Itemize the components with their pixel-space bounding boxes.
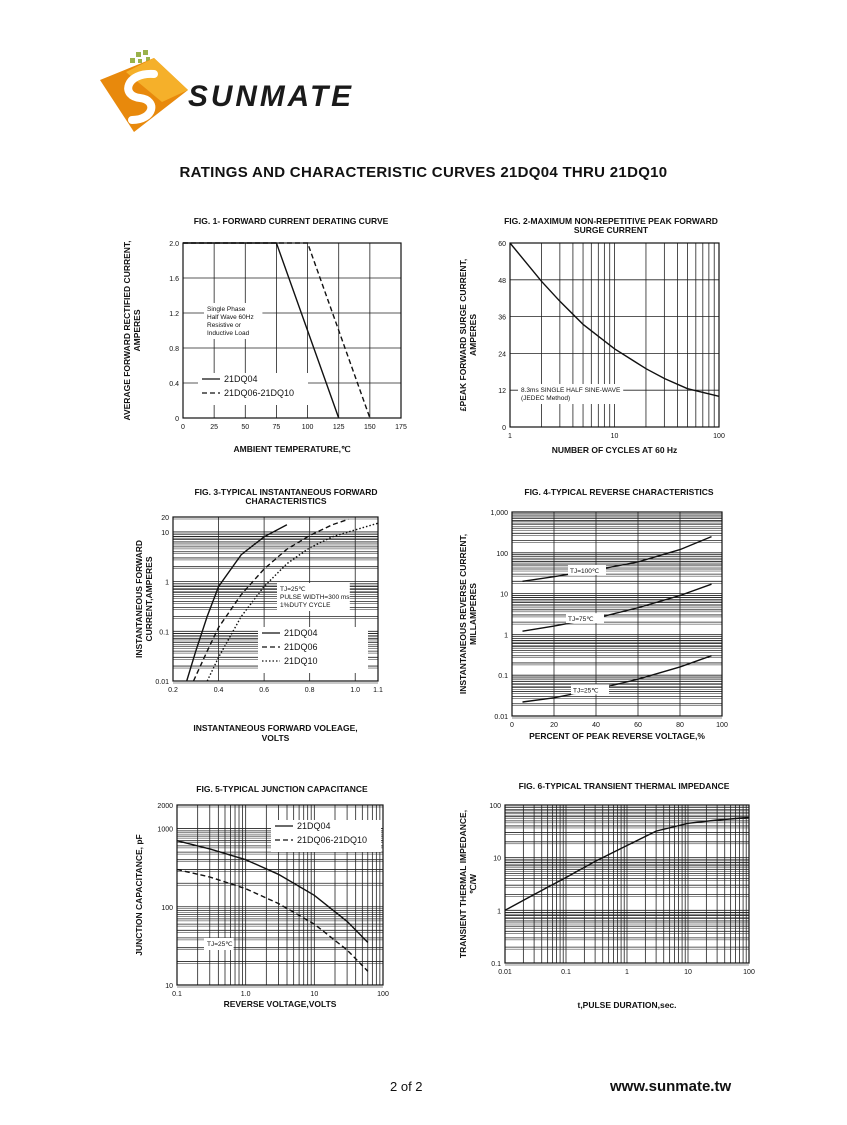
x-axis-label: t,PULSE DURATION,sec.: [577, 1000, 677, 1010]
x-axis-label: AMBIENT TEMPERATURE,℃: [233, 444, 351, 454]
x-tick-label: 0: [510, 722, 514, 729]
curve-label: TJ=75℃: [568, 616, 594, 624]
y-tick-label: 0.1: [498, 673, 508, 681]
chart-title: FIG. 1- FORWARD CURRENT DERATING CURVE: [193, 216, 389, 226]
y-tick-label: 0.1: [159, 629, 169, 637]
x-tick-label: 0.6: [259, 687, 269, 694]
x-tick-label: 0.2: [168, 687, 178, 694]
y-axis-label: ℃/W: [468, 874, 478, 894]
y-tick-label: 0.01: [494, 714, 508, 721]
fig6-chart: [458, 781, 755, 1010]
y-axis-label: £PEAK FORWARD SURGE CURRENT,: [458, 258, 468, 412]
y-tick-label: 0.1: [491, 961, 501, 968]
x-tick-label: 100: [377, 991, 389, 998]
legend-label: 21DQ06: [284, 642, 318, 652]
chart-title: FIG. 4-TYPICAL REVERSE CHARACTERISTICS: [524, 487, 714, 497]
x-tick-label: 100: [716, 722, 728, 729]
y-tick-label: 100: [496, 550, 508, 558]
y-tick-label: 2000: [157, 803, 173, 810]
y-tick-label: 0: [502, 425, 506, 432]
x-tick-label: 0.1: [561, 969, 571, 976]
chart-title: FIG. 6-TYPICAL TRANSIENT THERMAL IMPEDANCE: [518, 781, 730, 791]
annotation-text: Single Phase: [207, 306, 246, 313]
y-tick-label: 100: [489, 803, 501, 810]
x-tick-label: 10: [610, 433, 619, 440]
fig1-chart: [122, 216, 407, 454]
y-axis-label: AVERAGE FORWARD RECTIFIED CURRENT,: [122, 240, 132, 421]
y-tick-label: 10: [500, 591, 508, 599]
x-tick-label: 25: [210, 424, 219, 431]
x-axis-label: NUMBER OF CYCLES AT 60 Hz: [551, 445, 678, 455]
y-tick-label: 10: [165, 983, 173, 990]
y-tick-label: 2.0: [169, 241, 179, 248]
annotation-text: TJ=25℃: [207, 941, 233, 948]
x-tick-label: 100: [713, 433, 725, 440]
chart-title: FIG. 2-MAXIMUM NON-REPETITIVE PEAK FORWARD: [504, 216, 718, 226]
legend-label: 21DQ04: [284, 628, 318, 638]
x-tick-label: 40: [592, 722, 600, 729]
y-tick-label: 36: [498, 314, 506, 322]
fig3-chart: [134, 487, 383, 743]
y-axis-label: AMPERES: [468, 313, 478, 357]
x-tick-label: 175: [395, 424, 407, 431]
annotation-text: 8.3ms SINGLE HALF SINE-WAVE: [521, 387, 621, 394]
y-tick-label: 1,000: [490, 510, 508, 517]
y-tick-label: 12: [498, 388, 506, 396]
legend-label: 21DQ10: [284, 656, 318, 666]
x-axis-label: VOLTS: [261, 733, 290, 743]
x-axis-label: REVERSE VOLTAGE,VOLTS: [223, 999, 337, 1009]
x-tick-label: 125: [332, 424, 345, 431]
y-tick-label: 0.8: [169, 346, 179, 353]
y-axis-label: INSTANTANEOUS REVERSE CURRENT,: [458, 533, 468, 695]
y-tick-label: 1000: [157, 826, 173, 834]
legend-label: 21DQ06-21DQ10: [224, 388, 295, 398]
chart-title: SURGE CURRENT: [573, 225, 649, 235]
fig5-chart: [134, 784, 389, 1009]
y-axis-label: TRANSIENT THERMAL IMPEDANCE,: [458, 809, 468, 959]
y-tick-label: 1.2: [169, 311, 179, 318]
website-url: www.sunmate.tw: [610, 1078, 732, 1095]
x-tick-label: 50: [241, 424, 250, 431]
x-tick-label: 75: [272, 424, 281, 431]
chart-title: FIG. 5-TYPICAL JUNCTION CAPACITANCE: [196, 784, 368, 794]
chart-title: CHARACTERISTICS: [245, 496, 327, 506]
x-tick-label: 1.1: [373, 687, 383, 694]
y-axis-label: CURRENT,AMPERES: [144, 556, 154, 642]
x-axis-label: PERCENT OF PEAK REVERSE VOLTAGE,%: [529, 731, 705, 741]
x-tick-label: 60: [634, 722, 642, 729]
page-title: RATINGS AND CHARACTERISTIC CURVES 21DQ04 THRU 21DQ10: [179, 164, 668, 181]
y-tick-label: 24: [498, 351, 506, 359]
y-tick-label: 20: [161, 515, 169, 522]
legend-label: 21DQ04: [224, 374, 258, 384]
chart-title: FIG. 3-TYPICAL INSTANTANEOUS FORWARD: [194, 487, 378, 497]
x-tick-label: 0.4: [213, 687, 224, 694]
curve-label: TJ=100℃: [570, 567, 600, 575]
legend-label: 21DQ06-21DQ10: [297, 835, 368, 845]
annotation-text: PULSE WIDTH=300 ms: [280, 594, 350, 601]
curve-label: TJ=25℃: [573, 687, 599, 695]
x-tick-label: 10: [310, 991, 319, 998]
page-number: 2 of 2: [390, 1079, 423, 1094]
annotation-text: Resistive or: [207, 322, 241, 329]
legend-label: 21DQ04: [297, 821, 331, 831]
y-tick-label: 10: [493, 855, 501, 863]
x-tick-label: 80: [676, 722, 684, 729]
x-tick-label: 1.0: [350, 687, 361, 694]
fig4-chart: [458, 487, 728, 741]
logo-text: SUNMATE: [188, 80, 354, 113]
x-tick-label: 100: [743, 969, 755, 976]
y-tick-label: 1.6: [169, 276, 179, 283]
y-tick-label: 10: [161, 529, 169, 537]
y-axis-label: JUNCTION CAPACITANCE, pF: [134, 834, 144, 956]
annotation-text: TJ=25℃: [280, 586, 306, 593]
y-tick-label: 0: [175, 416, 179, 423]
x-tick-label: 0: [181, 424, 185, 431]
y-tick-label: 1: [165, 579, 169, 587]
fig2-chart: [458, 216, 725, 455]
x-axis-label: INSTANTANEOUS FORWARD VOLEAGE,: [193, 723, 358, 733]
x-tick-label: 100: [301, 424, 314, 431]
x-tick-label: 0.1: [172, 991, 182, 998]
series-line-21dq04: [177, 841, 368, 943]
series-line-21dq06-21dq10: [177, 870, 368, 972]
y-tick-label: 48: [498, 277, 506, 285]
y-tick-label: 60: [498, 241, 506, 248]
annotation-text: Inductive Load: [207, 330, 250, 337]
x-tick-label: 1: [508, 433, 512, 440]
y-tick-label: 1: [497, 908, 501, 916]
x-tick-label: 0.01: [498, 969, 512, 976]
x-tick-label: 10: [684, 969, 692, 976]
annotation-text: Half Wave 60Hz: [207, 314, 254, 321]
y-tick-label: 1: [504, 632, 508, 640]
x-tick-label: 1: [625, 969, 629, 976]
y-axis-label: INSTANTANEOUS FORWARD: [134, 539, 144, 659]
annotation-text: (JEDEC Method): [521, 395, 571, 402]
y-axis-label: AMPERES: [132, 309, 142, 352]
x-tick-label: 1.0: [240, 991, 251, 998]
y-tick-label: 0.4: [169, 381, 179, 388]
y-tick-label: 100: [161, 904, 173, 912]
y-axis-label: MILLAMPERES: [468, 583, 478, 645]
y-tick-label: 0.01: [155, 679, 169, 686]
x-tick-label: 150: [364, 424, 376, 431]
x-tick-label: 0.8: [304, 687, 315, 694]
x-tick-label: 20: [550, 722, 558, 729]
annotation-text: 1%DUTY CYCLE: [280, 602, 331, 609]
